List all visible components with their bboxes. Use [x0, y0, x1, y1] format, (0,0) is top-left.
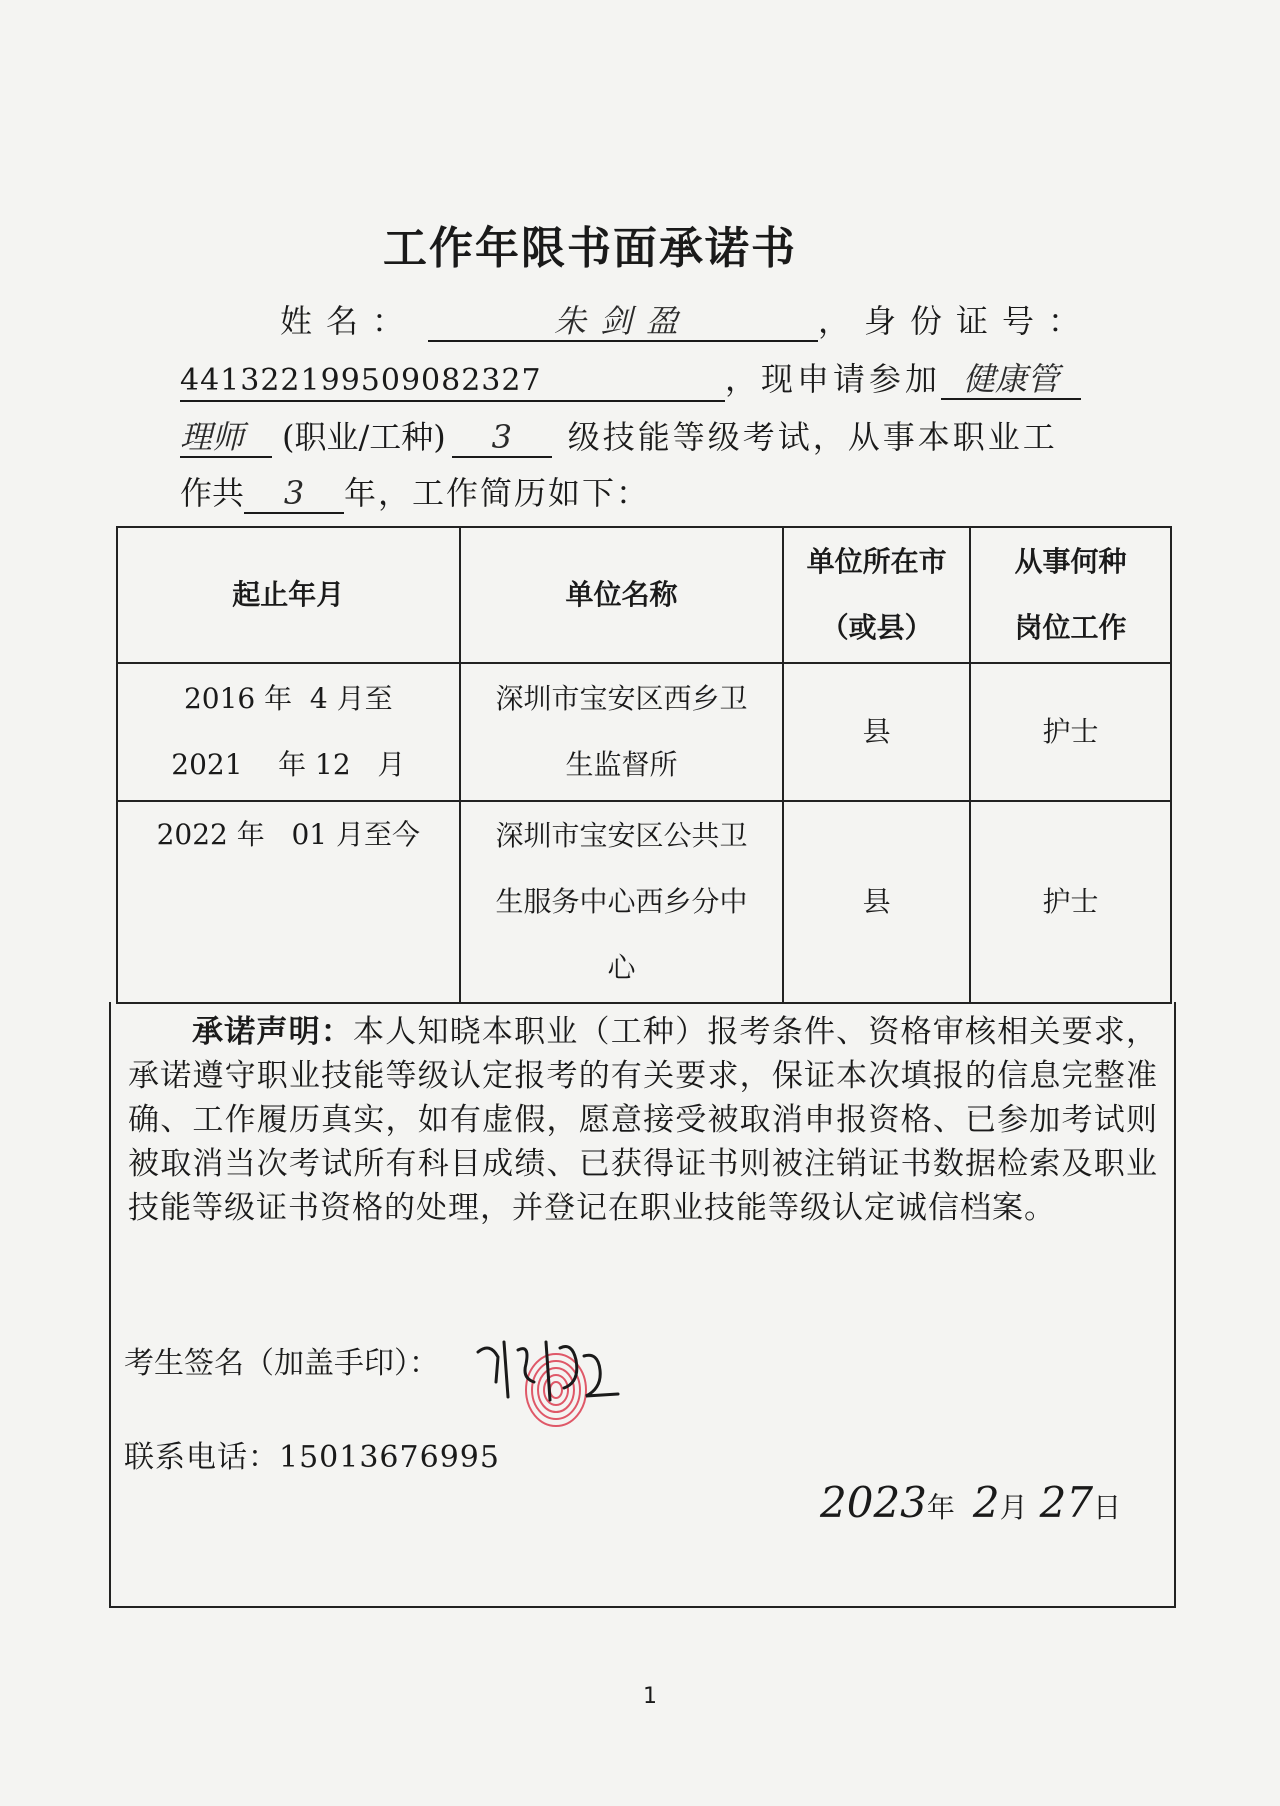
cell-post: 护士 — [970, 801, 1171, 1003]
company-line3: 心 — [607, 951, 636, 984]
id-line — [180, 354, 1081, 402]
company-line1: 深圳市宝安区西乡卫 — [495, 682, 748, 715]
header-post — [970, 527, 1171, 663]
cell-period — [117, 801, 460, 1003]
contact-label: 联系电话： — [124, 1440, 279, 1475]
period-line1: 2016 年 4 月至 — [183, 682, 393, 715]
years-prefix: 作共 — [180, 474, 245, 512]
date-year-unit: 年 — [926, 1491, 955, 1524]
declaration-text — [128, 1010, 1158, 1230]
level-text: 级技能等级考试，从事本职业工 — [567, 418, 1058, 456]
name-value: 朱剑盈 — [428, 302, 818, 342]
header-period: 起止年月 — [117, 527, 460, 663]
header-post-line1: 从事何种 — [1014, 545, 1127, 578]
date-day: 27 — [1039, 1478, 1094, 1527]
apply-text: ，现申请参加 — [725, 360, 942, 398]
cell-company — [460, 801, 784, 1003]
work-history-table — [116, 526, 1172, 1004]
header-city-line1: 单位所在市 — [806, 545, 947, 578]
table-header-row — [117, 527, 1171, 663]
occupation-suffix: (职业/工种) — [282, 418, 446, 456]
table-row — [117, 801, 1171, 1003]
years-suffix: 年，工作简历如下： — [344, 474, 651, 512]
contact-value: 15013676995 — [279, 1440, 500, 1475]
declaration-body: 本人知晓本职业（工种）报考条件、资格审核相关要求，承诺遵守职业技能等级认定报考的有关要求，保证本次填报的信息完整准确、工作履历真实，如有虚假，愿意接受被取消申报资格、已参加考试则被取消当次考试所有科目成绩、已获得证书则被注销证书数据检索及职业技能等级证书资格的处理，并登记在职业技能等级认定诚信档案。 — [128, 1014, 1159, 1226]
page-number: 1 — [643, 1684, 657, 1709]
period-line2: 2021 年 12 月 — [171, 748, 406, 781]
occupation-value-part1: 健康管 — [941, 360, 1081, 400]
header-post-line2: 岗位工作 — [1014, 611, 1127, 644]
date-year: 2023 — [820, 1478, 927, 1527]
date-day-unit: 日 — [1093, 1491, 1122, 1524]
cell-company — [460, 663, 784, 801]
header-city — [783, 527, 970, 663]
level-value: 3 — [452, 418, 552, 458]
cell-period — [117, 663, 460, 801]
signature-fingerprint-icon — [468, 1312, 638, 1432]
cell-city: 县 — [783, 801, 970, 1003]
table-row — [117, 663, 1171, 801]
id-label: ，身份证号： — [818, 302, 1095, 340]
occupation-value-part2: 理师 — [180, 418, 272, 458]
id-value: 441322199509082327 — [180, 362, 725, 402]
company-line2: 生监督所 — [565, 748, 678, 781]
period-line1: 2022 年 01 月至今 — [156, 818, 420, 851]
company-line1: 深圳市宝安区公共卫 — [495, 819, 748, 852]
sign-date — [820, 1478, 1121, 1527]
contact-phone — [124, 1432, 500, 1476]
company-line2: 生服务中心西乡分中 — [495, 885, 748, 918]
date-month-unit: 月 — [999, 1491, 1028, 1524]
cell-city: 县 — [783, 663, 970, 801]
header-city-line2: （或县） — [820, 611, 933, 644]
date-month: 2 — [972, 1478, 1000, 1527]
signature-label: 考生签名（加盖手印）： — [124, 1346, 439, 1381]
declaration-label: 承诺声明： — [192, 1014, 354, 1050]
header-company: 单位名称 — [460, 527, 784, 663]
years-value: 3 — [244, 474, 344, 514]
name-line — [280, 296, 1094, 342]
occupation-line — [180, 412, 1058, 458]
cell-post: 护士 — [970, 663, 1171, 801]
name-label: 姓名： — [280, 302, 419, 340]
years-line — [180, 468, 650, 514]
page-title: 工作年限书面承诺书 — [383, 223, 797, 274]
